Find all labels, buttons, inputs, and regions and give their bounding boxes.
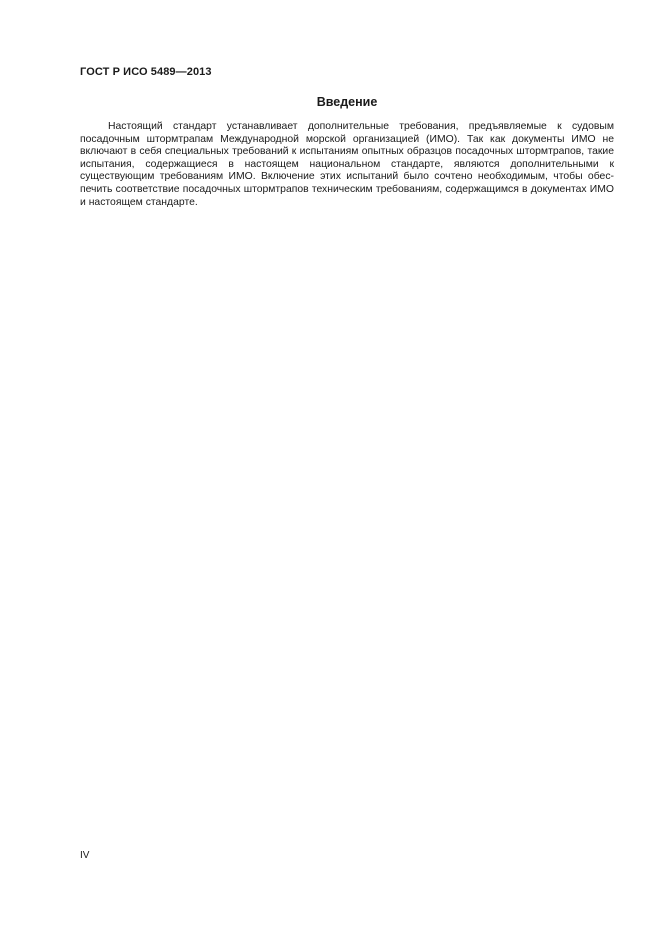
intro-paragraph: Настоящий стандарт устанавливает дополнительные требования, предъявляемые к судовым посадочным штормтрапам Международной морской организацией (ИМО). Так как документы ИМО не включают в себя специальных требований к испытаниям опытных образцов посадочных штормтрапов, такие испытания, содержащиеся в настоящем национальном стандарте, являются дополнительными к существующим требованиям ИМО. Включение этих испытаний было сочтено необходимым, чтобы обеспечить соответствие посадочных штормтрапов техническим требованиям, содержащимся в документах ИМО и настоящем стандарте.	[80, 121, 614, 208]
document-header: ГОСТ Р ИСО 5489—2013	[80, 66, 212, 78]
section-title: Введение	[316, 95, 378, 109]
page-number: IV	[80, 850, 90, 861]
